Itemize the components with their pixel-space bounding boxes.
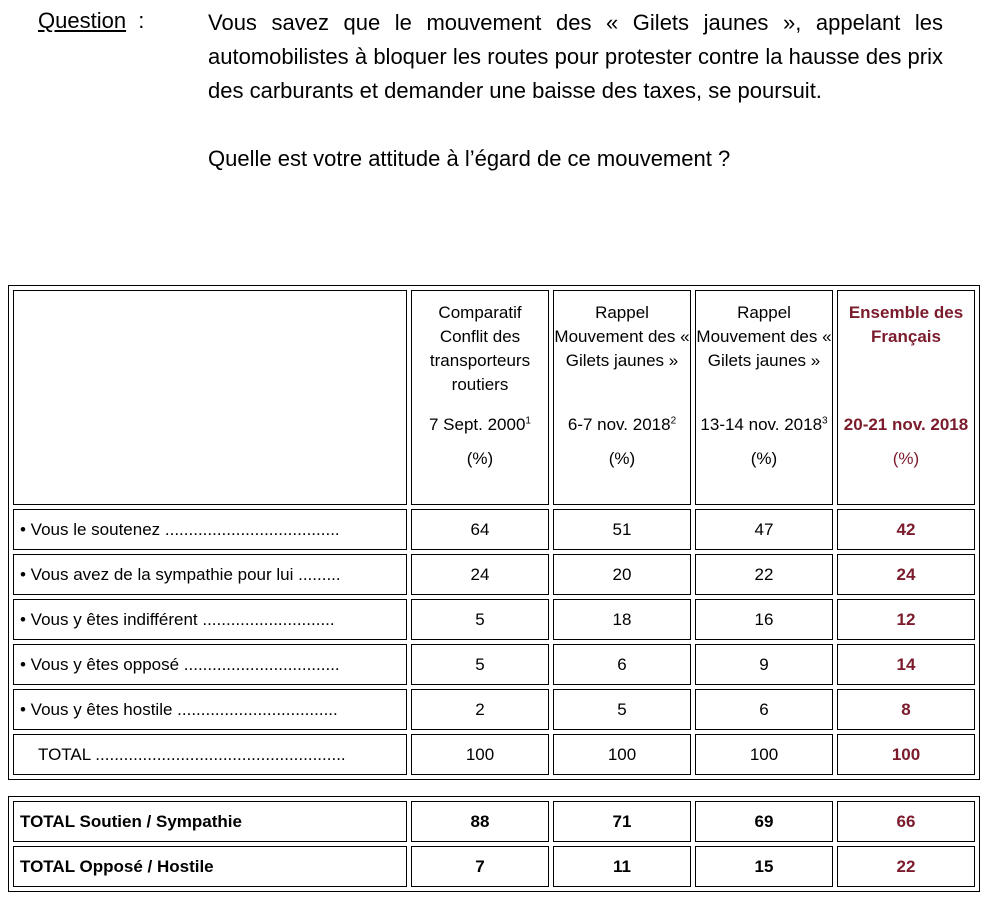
summary-row-support: [13, 801, 975, 842]
table-row: [13, 509, 975, 550]
column-header-2: [553, 290, 691, 505]
column-title: Ensemble des Français: [848, 303, 964, 346]
column-title: Rappel Mouvement des « Gilets jaunes »: [696, 303, 832, 370]
header-blank-cell: [13, 290, 407, 505]
row-value-4: 8: [837, 689, 975, 730]
row-value-2: 6: [553, 644, 691, 685]
summary-value-1: 88: [411, 801, 549, 842]
summary-value-2: 11: [553, 846, 691, 887]
question-text-block: [208, 6, 943, 176]
row-value-4: 12: [837, 599, 975, 640]
question-subtext: Quelle est votre attitude à l’égard de ce mouvement ?: [208, 146, 731, 171]
column-unit: (%): [892, 449, 920, 468]
row-label: • Vous le soutenez .....................................: [13, 509, 407, 550]
column-date-text: 6-7 nov. 2018: [567, 415, 671, 434]
summary-value-1: 7: [411, 846, 549, 887]
row-value-1: 24: [411, 554, 549, 595]
summary-label: TOTAL Opposé / Hostile: [13, 846, 407, 887]
row-value-2: 51: [553, 509, 691, 550]
column-title: Comparatif Conflit des transporteurs routiers: [429, 303, 531, 394]
footnote-mark: 1: [525, 415, 531, 427]
table-row: [13, 599, 975, 640]
summary-label: TOTAL Soutien / Sympathie: [13, 801, 407, 842]
footnote-mark: 2: [670, 415, 677, 427]
column-date-text: 13-14 nov. 2018: [700, 415, 823, 434]
row-value-4: 42: [837, 509, 975, 550]
column-date: [696, 413, 832, 437]
results-table: [8, 285, 980, 780]
summary-table: [8, 796, 980, 892]
column-date: [412, 413, 548, 437]
total-value-2: 100: [553, 734, 691, 775]
row-value-1: 2: [411, 689, 549, 730]
row-value-1: 5: [411, 599, 549, 640]
summary-value-3: 15: [695, 846, 833, 887]
column-date: [838, 413, 974, 437]
question-label-text: Question: [38, 8, 127, 33]
total-value-3: 100: [695, 734, 833, 775]
column-unit: (%): [608, 449, 636, 468]
total-row: [13, 734, 975, 775]
row-value-1: 5: [411, 644, 549, 685]
header-row: [13, 290, 975, 505]
row-value-2: 20: [553, 554, 691, 595]
column-unit: (%): [466, 449, 494, 468]
summary-value-3: 69: [695, 801, 833, 842]
row-value-4: 14: [837, 644, 975, 685]
column-title: Rappel Mouvement des « Gilets jaunes »: [554, 303, 690, 370]
total-value-1: 100: [411, 734, 549, 775]
question-label: [38, 8, 144, 34]
row-label: • Vous y êtes opposé .................................: [13, 644, 407, 685]
total-value-4: 100: [837, 734, 975, 775]
row-value-2: 18: [553, 599, 691, 640]
column-date-text: 7 Sept. 2000: [429, 415, 526, 434]
row-value-4: 24: [837, 554, 975, 595]
row-label: • Vous y êtes indifférent ............................: [13, 599, 407, 640]
column-date-text: 20-21 nov. 2018: [843, 415, 969, 434]
column-header-4: [837, 290, 975, 505]
column-unit: (%): [750, 449, 778, 468]
row-value-3: 47: [695, 509, 833, 550]
row-value-2: 5: [553, 689, 691, 730]
footnote-mark: 3: [822, 415, 828, 427]
question-colon: :: [138, 8, 145, 33]
column-header-3: [695, 290, 833, 505]
summary-row-opposed: [13, 846, 975, 887]
question-text: Vous savez que le mouvement des « Gilets jaunes », appelant les automobilistes à bloquer les routes pour protester contre la hausse des prix des carburants et demander une baisse des taxes, se poursuit.: [208, 10, 943, 103]
row-label: • Vous y êtes hostile ..................................: [13, 689, 407, 730]
summary-value-4: 22: [837, 846, 975, 887]
row-value-3: 6: [695, 689, 833, 730]
row-value-3: 9: [695, 644, 833, 685]
row-value-1: 64: [411, 509, 549, 550]
row-value-3: 16: [695, 599, 833, 640]
summary-value-2: 71: [553, 801, 691, 842]
column-header-1: [411, 290, 549, 505]
summary-value-4: 66: [837, 801, 975, 842]
table-row: [13, 644, 975, 685]
table-row: [13, 554, 975, 595]
total-label: TOTAL .....................................................: [13, 734, 407, 775]
table-row: [13, 689, 975, 730]
row-label: • Vous avez de la sympathie pour lui .........: [13, 554, 407, 595]
row-value-3: 22: [695, 554, 833, 595]
column-date: [554, 413, 690, 437]
